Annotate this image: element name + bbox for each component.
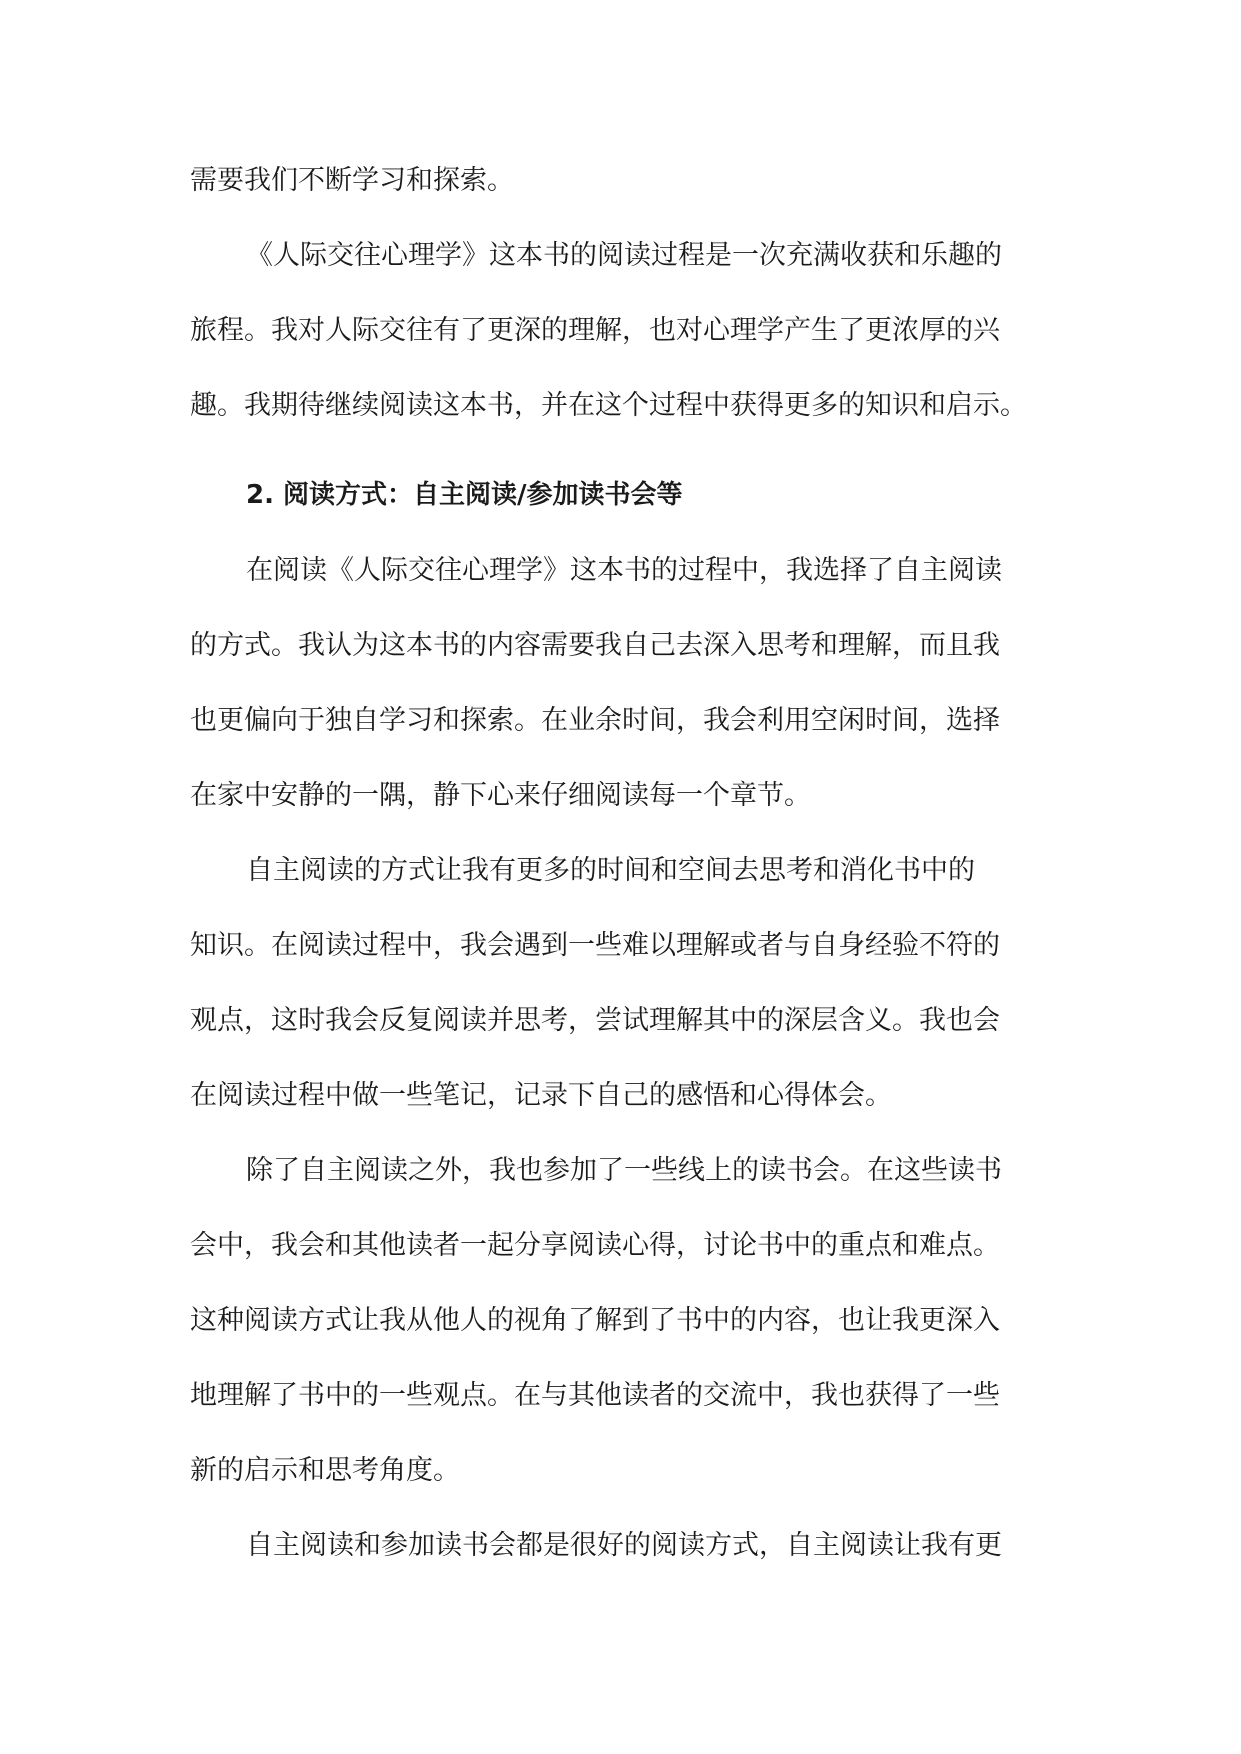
section-heading: 2. 阅读方式：自主阅读/参加读书会等 bbox=[246, 480, 683, 510]
paragraph-line: 自主阅读的方式让我有更多的时间和空间去思考和消化书中的 bbox=[246, 855, 975, 886]
paragraph-line: 自主阅读和参加读书会都是很好的阅读方式，自主阅读让我有更 bbox=[246, 1530, 1002, 1561]
paragraph-line: 需要我们不断学习和探索。 bbox=[190, 165, 514, 196]
paragraph-line: 知识。在阅读过程中，我会遇到一些难以理解或者与自身经验不符的 bbox=[190, 930, 1000, 961]
paragraph-line: 这种阅读方式让我从他人的视角了解到了书中的内容，也让我更深入 bbox=[190, 1305, 1000, 1336]
paragraph-line: 在阅读过程中做一些笔记，记录下自己的感悟和心得体会。 bbox=[190, 1080, 892, 1111]
paragraph-line: 旅程。我对人际交往有了更深的理解，也对心理学产生了更浓厚的兴 bbox=[190, 315, 1000, 346]
paragraph-line: 地理解了书中的一些观点。在与其他读者的交流中，我也获得了一些 bbox=[190, 1380, 1000, 1411]
paragraph-line: 新的启示和思考角度。 bbox=[190, 1455, 460, 1486]
paragraph-line: 也更偏向于独自学习和探索。在业余时间，我会利用空闲时间，选择 bbox=[190, 705, 1000, 736]
section-gap bbox=[190, 443, 1060, 458]
paragraph-line: 趣。我期待继续阅读这本书，并在这个过程中获得更多的知识和启示。 bbox=[190, 390, 1027, 421]
paragraph-line: 会中，我会和其他读者一起分享阅读心得，讨论书中的重点和难点。 bbox=[190, 1230, 1000, 1261]
paragraph-line: 观点，这时我会反复阅读并思考，尝试理解其中的深层含义。我也会 bbox=[190, 1005, 1000, 1036]
paragraph-line: 在家中安静的一隅，静下心来仔细阅读每一个章节。 bbox=[190, 780, 811, 811]
document-body bbox=[190, 143, 1060, 1583]
paragraph-line: 的方式。我认为这本书的内容需要我自己去深入思考和理解，而且我 bbox=[190, 630, 1000, 661]
paragraph-line: 《人际交往心理学》这本书的阅读过程是一次充满收获和乐趣的 bbox=[246, 240, 1002, 271]
paragraph-line: 除了自主阅读之外，我也参加了一些线上的读书会。在这些读书 bbox=[246, 1155, 1002, 1186]
paragraph-line: 在阅读《人际交往心理学》这本书的过程中，我选择了自主阅读 bbox=[246, 555, 1002, 586]
